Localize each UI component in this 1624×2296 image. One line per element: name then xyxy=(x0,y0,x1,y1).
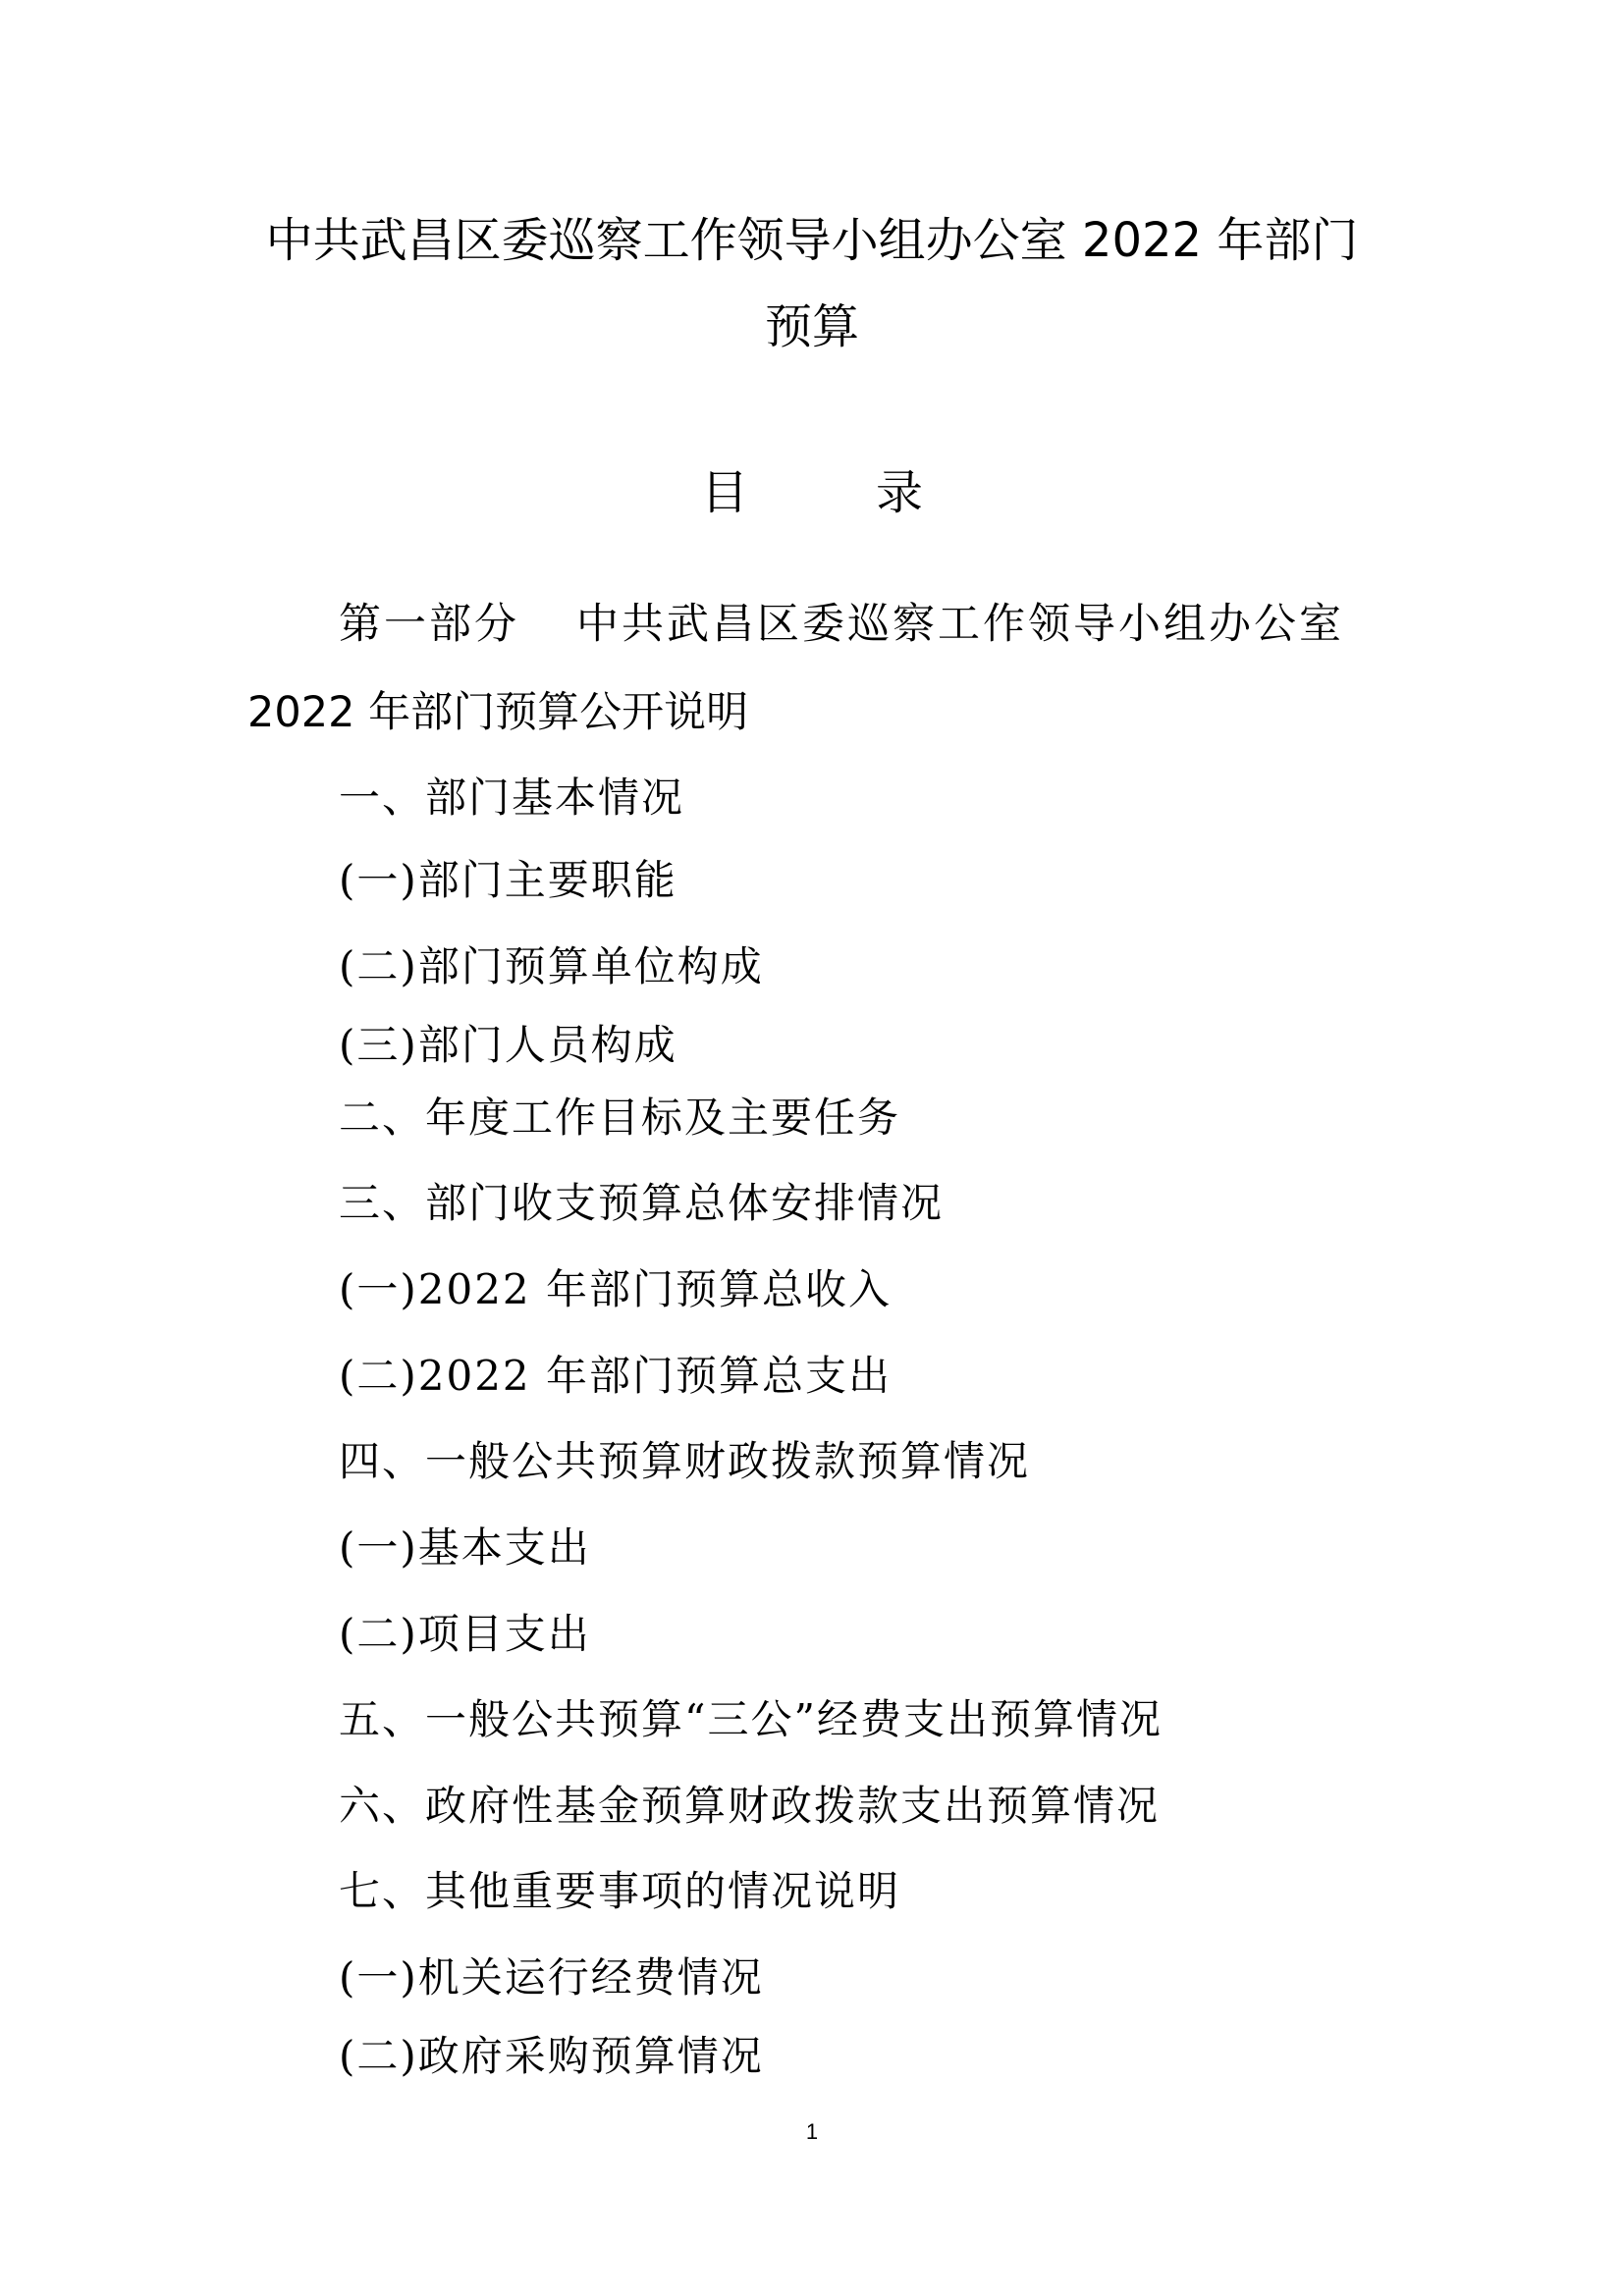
toc-item: 七、其他重要事项的情况说明 xyxy=(339,1867,901,1915)
toc-item: 五、一般公共预算“三公”经费支出预算情况 xyxy=(339,1695,1163,1743)
toc-item: (二)项目支出 xyxy=(339,1610,591,1658)
toc-item: (一)基本支出 xyxy=(339,1523,591,1572)
toc-item: 一、部门基本情况 xyxy=(339,774,685,822)
toc-item: 三、部门收支预算总体安排情况 xyxy=(339,1179,945,1227)
document-title-line-2: 预算 xyxy=(764,299,859,354)
toc-item: (一)机关运行经费情况 xyxy=(339,1953,764,2002)
page-number: 1 xyxy=(805,2119,819,2144)
document-title-line-1: 中共武昌区委巡察工作领导小组办公室 2022 年部门 xyxy=(265,213,1359,268)
toc-heading: 目录 xyxy=(700,465,1051,520)
toc-item: (二)部门预算单位构成 xyxy=(339,942,764,990)
part-one-label: 第一部分 xyxy=(339,600,519,649)
toc-item: (一)2022 年部门预算总收入 xyxy=(339,1265,893,1313)
toc-item: 四、一般公共预算财政拨款预算情况 xyxy=(339,1437,1031,1485)
part-one-heading xyxy=(339,597,1344,652)
toc-item: 六、政府性基金预算财政拨款支出预算情况 xyxy=(339,1782,1161,1830)
part-one-title-line-2: 2022 年部门预算公开说明 xyxy=(247,688,749,737)
part-one-title-line-1: 中共武昌区委巡察工作领导小组办公室 xyxy=(576,600,1344,649)
toc-item: 二、年度工作目标及主要任务 xyxy=(339,1094,901,1142)
toc-item: (二)政府采购预算情况 xyxy=(339,2032,764,2080)
toc-item: (一)部门主要职能 xyxy=(339,856,677,904)
toc-item: (三)部门人员构成 xyxy=(339,1021,677,1069)
toc-item: (二)2022 年部门预算总支出 xyxy=(339,1352,893,1400)
